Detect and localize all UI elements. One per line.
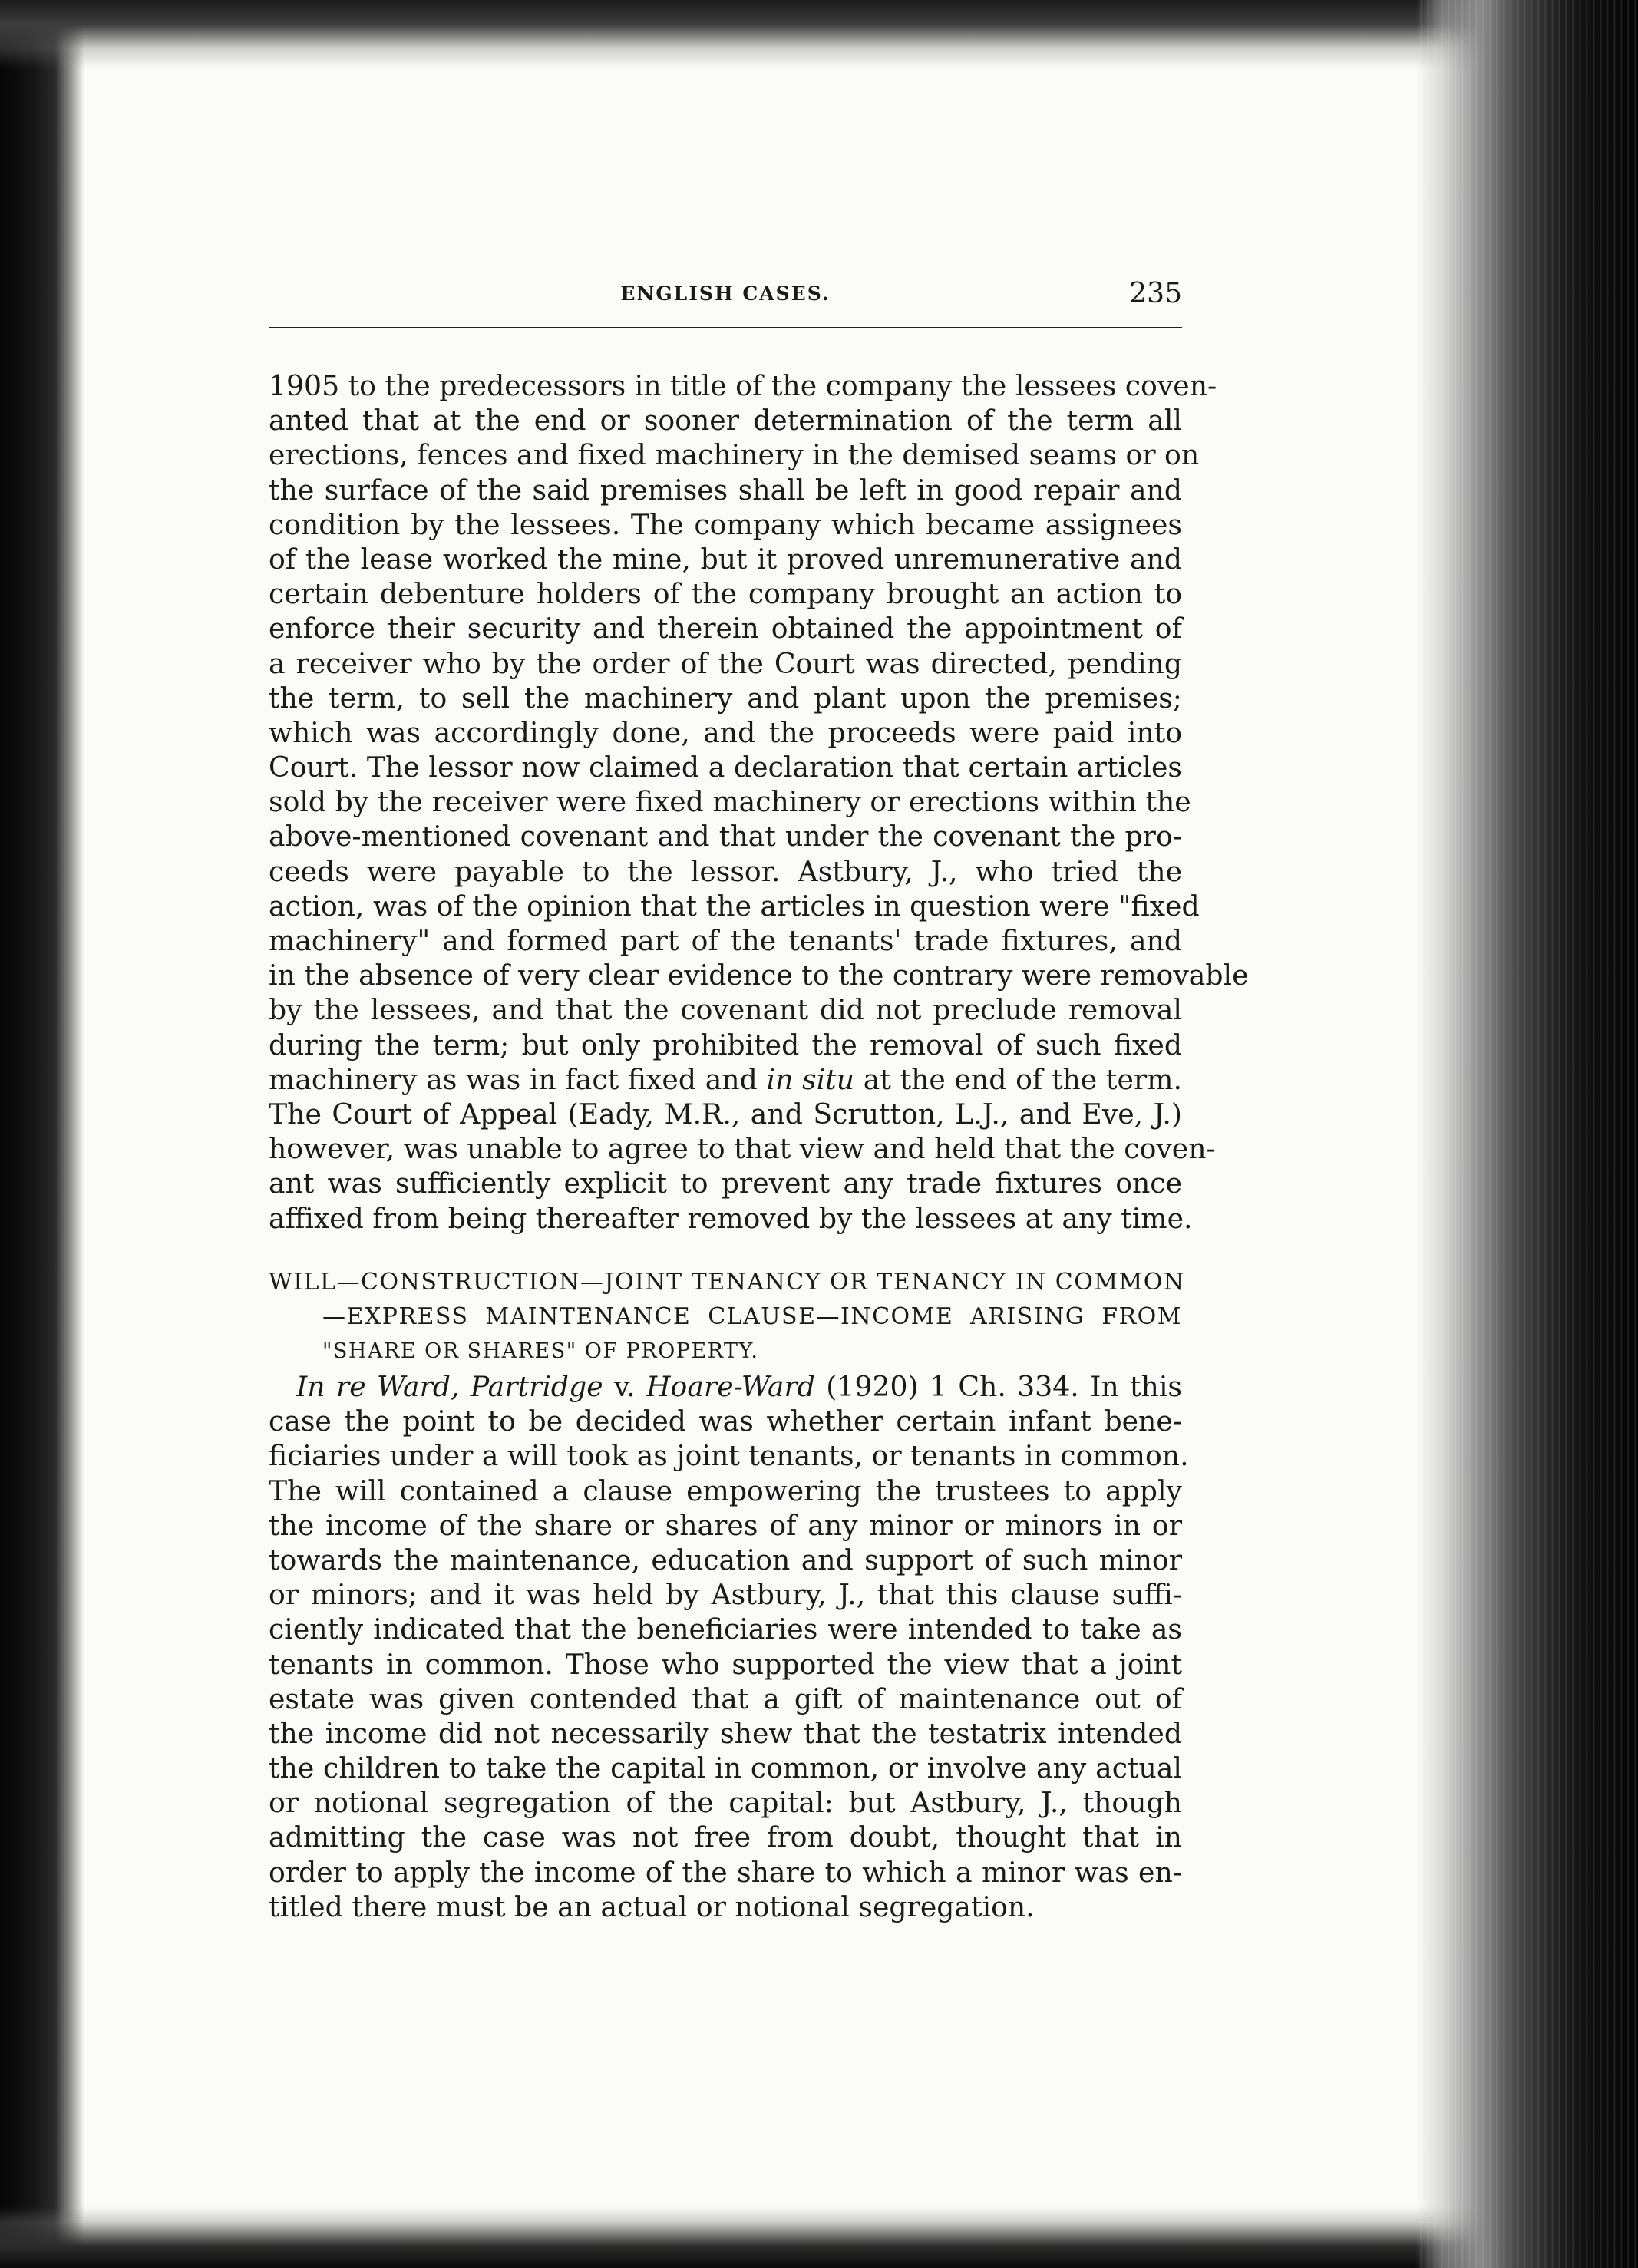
text-line: affixed from being thereafter removed by the lessees at any time. [269,1201,1193,1235]
text-line: or notional segregation of the capital: but Astbury, J., though [269,1786,1182,1820]
text-line: Court. The lessor now claimed a declaration that certain articles [269,751,1182,784]
text-line: which was accordingly done, and the proceeds were paid into [269,715,1182,749]
citation-v: v. [603,1370,646,1403]
case-heading [269,1265,1185,1369]
paragraph-1 [269,368,1249,1236]
text-line: tenants in common. Those who supported the view that a joint [269,1647,1182,1681]
text-line: sold by the receiver were fixed machinery or erections within the [269,785,1191,819]
heading-line-3: "SHARE OR SHARES" OF PROPERTY. [322,1339,759,1364]
text-line: or minors; and it was held by Astbury, J., that this clause suffi- [269,1578,1182,1612]
text-line: the children to take the capital in common, or involve any actual [269,1751,1182,1785]
citation-reference: (1920) 1 Ch. 334. In this [814,1370,1182,1403]
text-segment: at the end of the term. [863,1062,1182,1096]
text-line: case the point to be decided was whether certain infant bene- [269,1405,1182,1438]
running-head-title: ENGLISH CASES. [620,282,831,305]
citation-case-name-2: Hoare-Ward [646,1370,815,1403]
text-line: The Court of Appeal (Eady, M.R., and Scrutton, L.J., and Eve, J.) [269,1097,1182,1131]
text-line: the income did not necessarily shew that the testatrix intended [269,1716,1182,1750]
text-line: anted that at the end or sooner determination of the term all [269,404,1182,437]
text-segment: machinery as was in fact fixed and [269,1062,758,1096]
text-line: condition by the lessees. The company which became assignees [269,507,1182,541]
text-line: certain debenture holders of the company brought an action to [269,577,1182,611]
text-line: in the absence of very clear evidence to the contrary were removable [269,959,1249,992]
text-line: ciently indicated that the beneficiaries were intended to take as [269,1613,1182,1646]
text-line-with-italic [269,1062,1182,1097]
header-rule [269,327,1182,328]
page-number: 235 [1129,278,1182,309]
text-line: a receiver who by the order of the Court was directed, pending [269,646,1182,680]
text-line: action, was of the opinion that the articles in question were "fixed [269,889,1200,923]
running-head [269,278,1182,324]
citation-line [269,1369,1182,1404]
italic-in-situ: in situ [766,1062,855,1096]
text-line: of the lease worked the mine, but it proved unremunerative and [269,542,1182,576]
text-line: ant was sufficiently explicit to prevent any trade fixtures once [269,1167,1182,1200]
text-line: titled there must be an actual or notional segregation. [269,1890,1035,1923]
text-line: ficiaries under a will took as joint tenants, or tenants in common. [269,1439,1189,1473]
text-line: the income of the share or shares of any minor or minors in or [269,1508,1182,1542]
text-line: during the term; but only prohibited the removal of such fixed [269,1028,1182,1061]
text-line: towards the maintenance, education and support of such minor [269,1543,1182,1576]
text-line: estate was given contended that a gift of maintenance out of [269,1682,1182,1715]
heading-line-2: —EXPRESS MAINTENANCE CLAUSE—INCOME ARISING FROM [322,1303,1182,1331]
text-line: 1905 to the predecessors in title of the company the lessees coven- [269,369,1217,402]
text-line: by the lessees, and that the covenant did not preclude removal [269,993,1182,1027]
text-line: order to apply the income of the share to which a minor was en- [269,1855,1182,1889]
book-page-stack [1415,0,1638,2268]
text-line: the term, to sell the machinery and plant upon the premises; [269,681,1182,715]
citation-case-name-1: In re Ward, Partridge [296,1370,603,1403]
text-line: however, was unable to agree to that view and held that the coven- [269,1132,1216,1166]
text-line: enforce their security and therein obtained the appointment of [269,612,1182,645]
heading-line-1: WILL—CONSTRUCTION—JOINT TENANCY OR TENANCY IN COMMON [269,1269,1185,1296]
paragraph-2 [269,1369,1189,1924]
text-line: machinery" and formed part of the tenants' trade fixtures, and [269,924,1182,957]
text-line: erections, fences and fixed machinery in the demised seams or on [269,438,1200,472]
text-line: ceeds were payable to the lessor. Astbury, J., who tried the [269,854,1182,888]
text-line: above-mentioned covenant and that under the covenant the pro- [269,820,1182,853]
page-edge-bottom [0,2207,1638,2268]
text-line: The will contained a clause empowering the trustees to apply [269,1474,1182,1507]
text-line: the surface of the said premises shall be left in good repair and [269,473,1182,507]
text-line: admitting the case was not free from doubt, thought that in [269,1821,1182,1854]
page-edge-top [0,0,1638,69]
page-edge-left [0,0,84,2268]
